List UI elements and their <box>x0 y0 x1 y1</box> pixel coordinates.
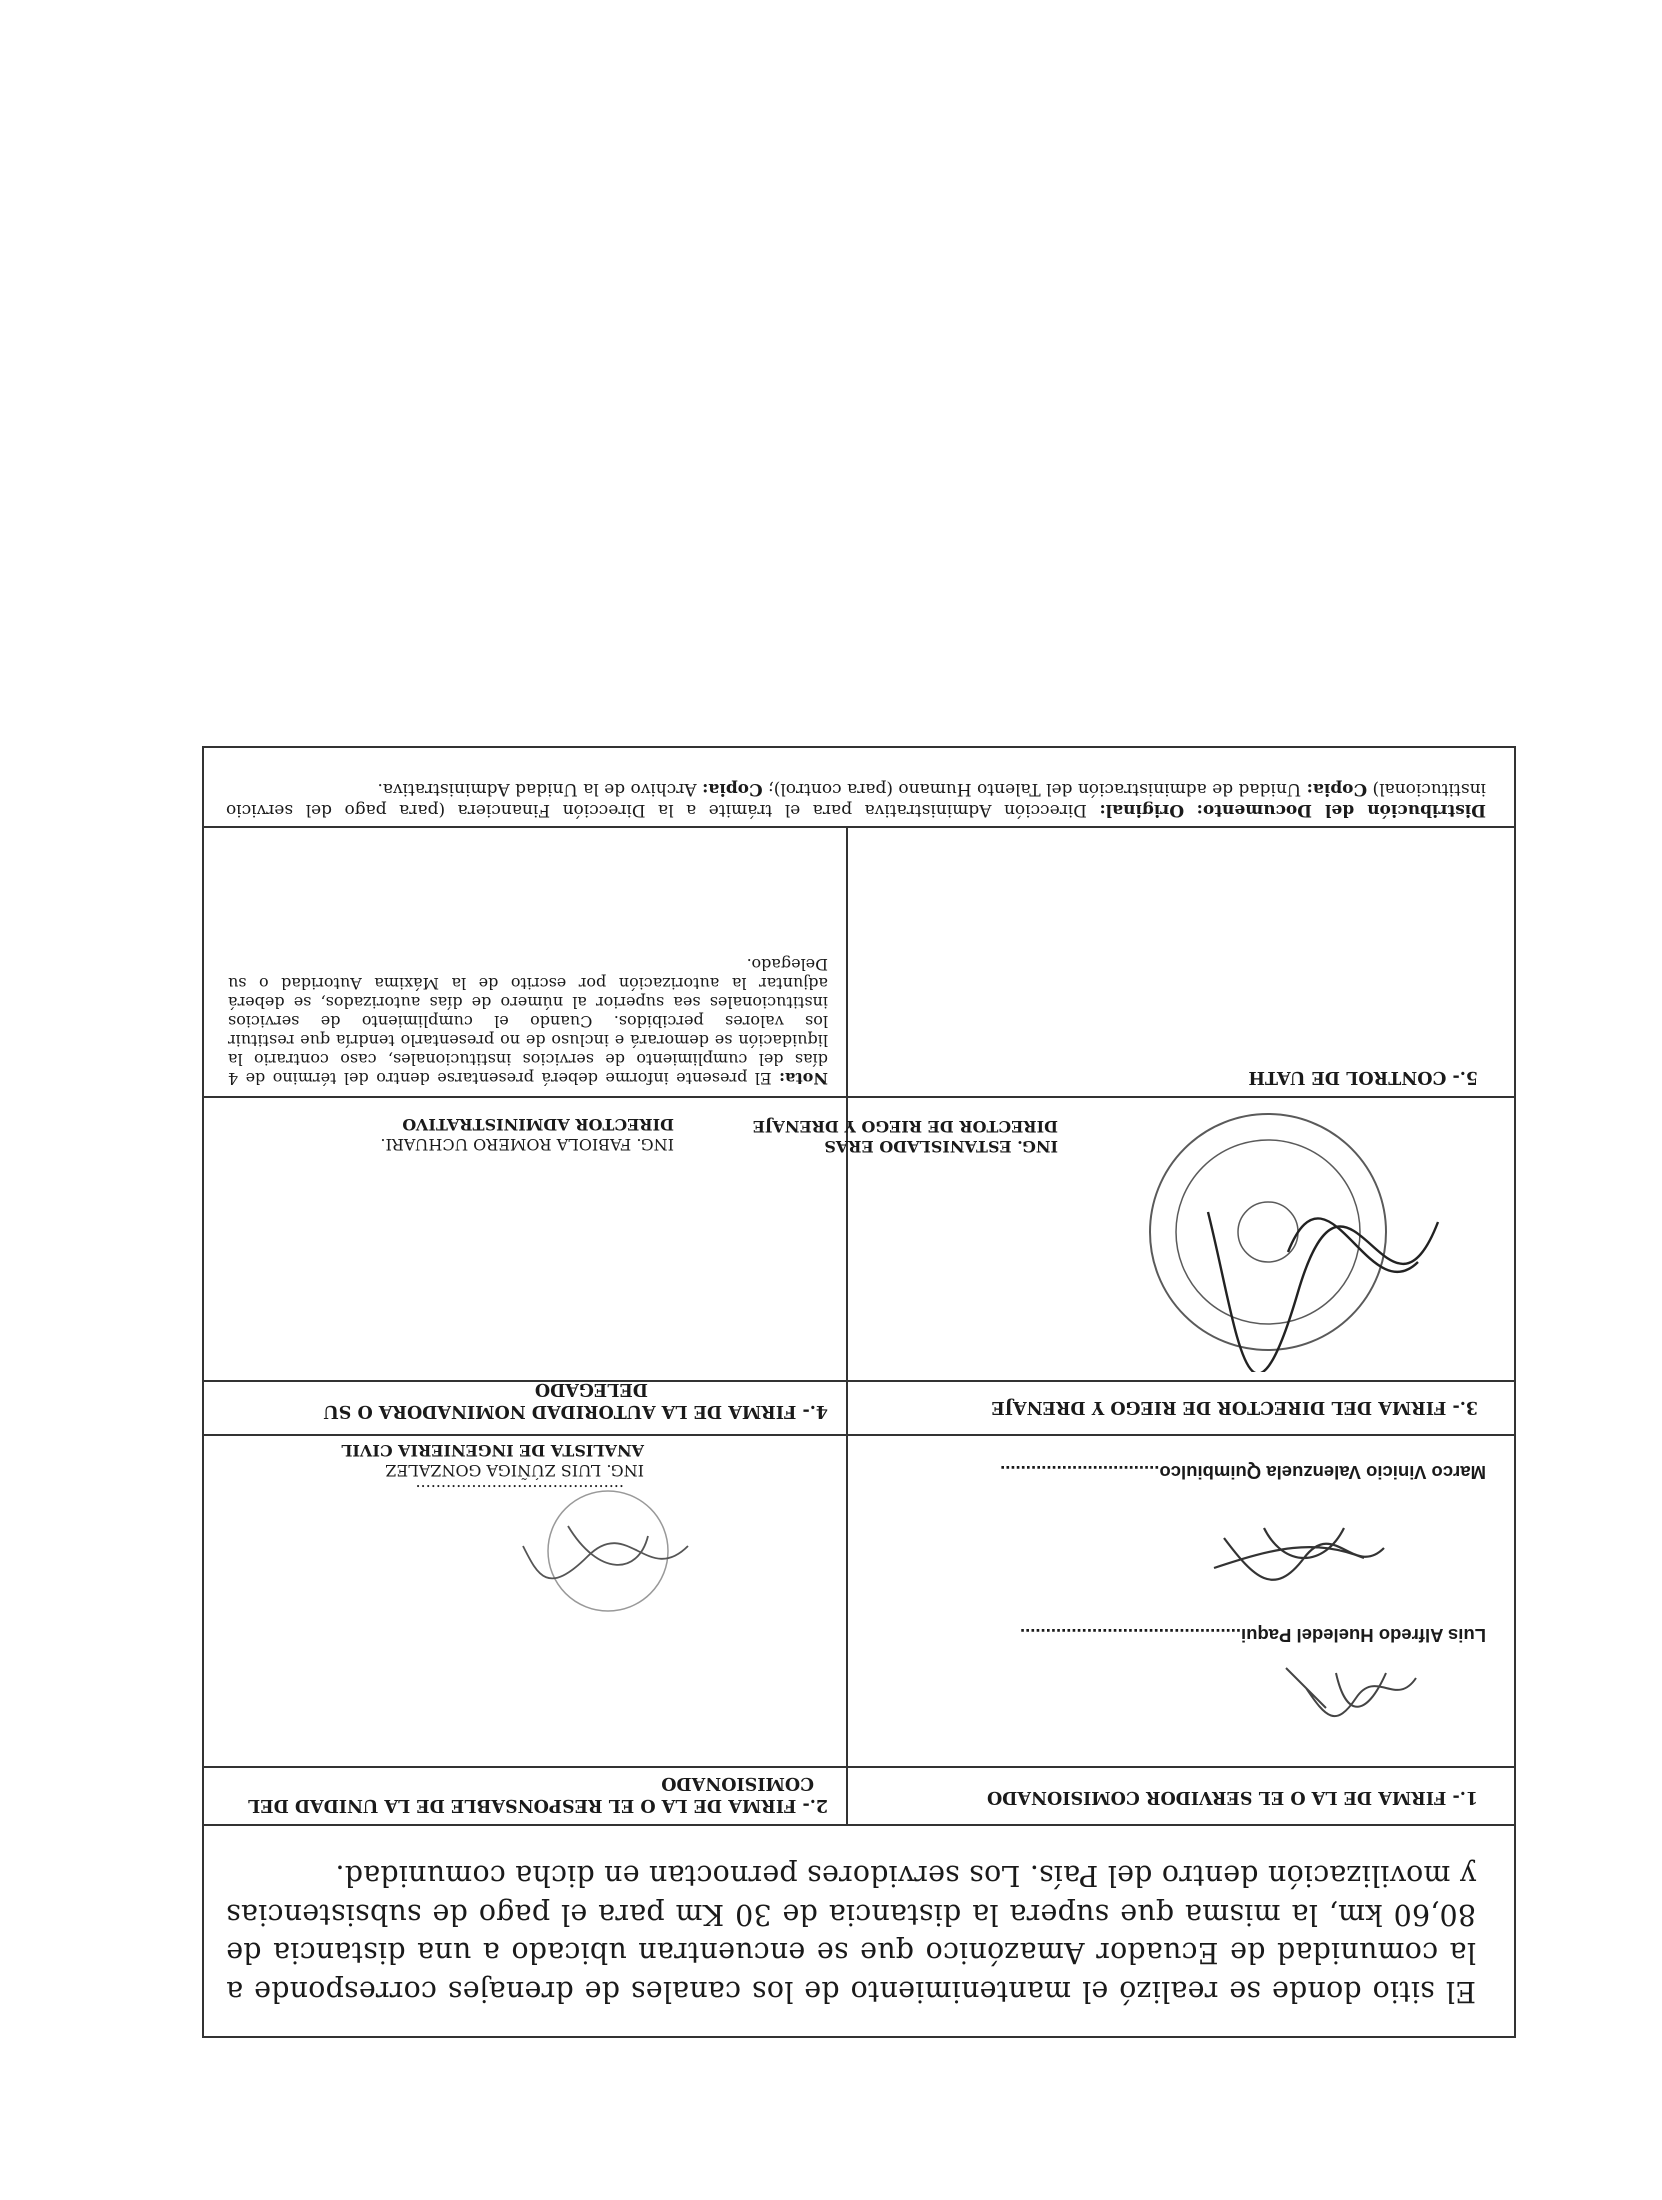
row-divider <box>204 1434 1514 1436</box>
section2-name: ING. LUIS ZÚÑIGA GONZALEZ <box>385 1461 644 1480</box>
original-label: Original: <box>1099 800 1185 820</box>
nota-text: El presente informe deberá presentarse dentro del término de 4 días del cumplimiento de servicios institucionales, caso contrario la liquidación se demorará e incluso de no presentarlo tendría que restituir los valores percibidos. Cuando el cumplimiento de servicios institucionales sea superior al número de días autorizados, se deberá adjuntar la autorización por escrito de la Máxima Autoridad o su Delegado. <box>227 955 828 1088</box>
original-text: Dirección Administrativa para el trámite a la Dirección Financiera (para pago del servicio institucional) <box>226 779 1486 820</box>
section3-name: ING. ESTANISLADO ERAS <box>824 1137 1058 1156</box>
commission-paragraph: El sitio donde se realizó el mantenimiento de los canales de drenajes corresponde a la comunidad de Ecuador Amazónico que se encuentran ubicado a una distancia de 80,60 km, la misma que supera la distancia de 30 Km para el pago de subsistencias y movilización dentro del País. Los servidores pernoctan en dicha comunidad. <box>226 1859 1476 2008</box>
section5-title: 5.- CONTROL DE UATH <box>1248 1067 1478 1087</box>
section4-role: DIRECTOR ADMINISTRATIVO <box>402 1115 674 1134</box>
signer1-dots: ........................................... <box>1019 1625 1241 1646</box>
section4-title-line2: DELEGADO <box>534 1379 648 1399</box>
row-divider <box>204 1096 1514 1098</box>
nota-block <box>228 955 828 1088</box>
section4-name: ING. FABIOLA ROMERO UCHUARI. <box>380 1135 674 1154</box>
distribution-block <box>226 778 1486 820</box>
section4-title-line1: 4.- FIRMA DE LA AUTORIDAD NOMINADORA O SU <box>323 1401 828 1421</box>
row-divider <box>204 1766 1514 1768</box>
signature-luis-hueledel <box>1266 1658 1426 1728</box>
copia2-text: Archivo de la Unidad Administrativa. <box>377 779 697 799</box>
column-divider <box>846 828 848 1826</box>
section2-role: ANALISTA DE INGENIERIA CIVIL <box>341 1441 644 1460</box>
signer1-name-row <box>1020 1624 1486 1646</box>
section2-dots: ......................................... <box>415 1481 624 1500</box>
signer2-dots: ............................... <box>1000 1462 1160 1483</box>
signer2-name-row <box>1000 1461 1486 1483</box>
copia2-label: Copia: <box>702 779 763 799</box>
section2-title-line2: COMISIONADO <box>661 1773 814 1793</box>
row-divider <box>204 826 1514 828</box>
copia1-label: Copia: <box>1306 779 1368 799</box>
section1-title: 1.- FIRMA DE LA O EL SERVIDOR COMISIONADO <box>987 1787 1478 1807</box>
signer2-name: Marco Vinicio Valenzuela Quimbiulco <box>1159 1462 1486 1483</box>
section2-title <box>228 1772 828 1816</box>
distribution-label: Distribución del Documento: <box>1196 800 1486 820</box>
section3-role: DIRECTOR DE RIEGO Y DRENAJE <box>752 1117 1058 1136</box>
official-stamp <box>1148 1102 1468 1372</box>
nota-label: Nota: <box>779 1069 828 1088</box>
signature-marco-valenzuela <box>1194 1508 1394 1588</box>
section3-title: 3.- FIRMA DEL DIRECTOR DE RIEGO Y DRENAJE <box>991 1397 1478 1417</box>
section4-title <box>228 1378 828 1422</box>
signer1-name: Luis Alfredo Hueledel Paqui <box>1241 1625 1486 1646</box>
signature-luis-zuniga <box>508 1486 708 1616</box>
section2-title-line1: 2.- FIRMA DE LA O EL RESPONSABLE DE LA UNIDAD DEL <box>247 1795 828 1815</box>
copia1-text: Unidad de administración del Talento Humano (para control); <box>767 779 1302 799</box>
row-divider <box>204 1824 1514 1826</box>
commission-report-table <box>202 746 1516 2038</box>
